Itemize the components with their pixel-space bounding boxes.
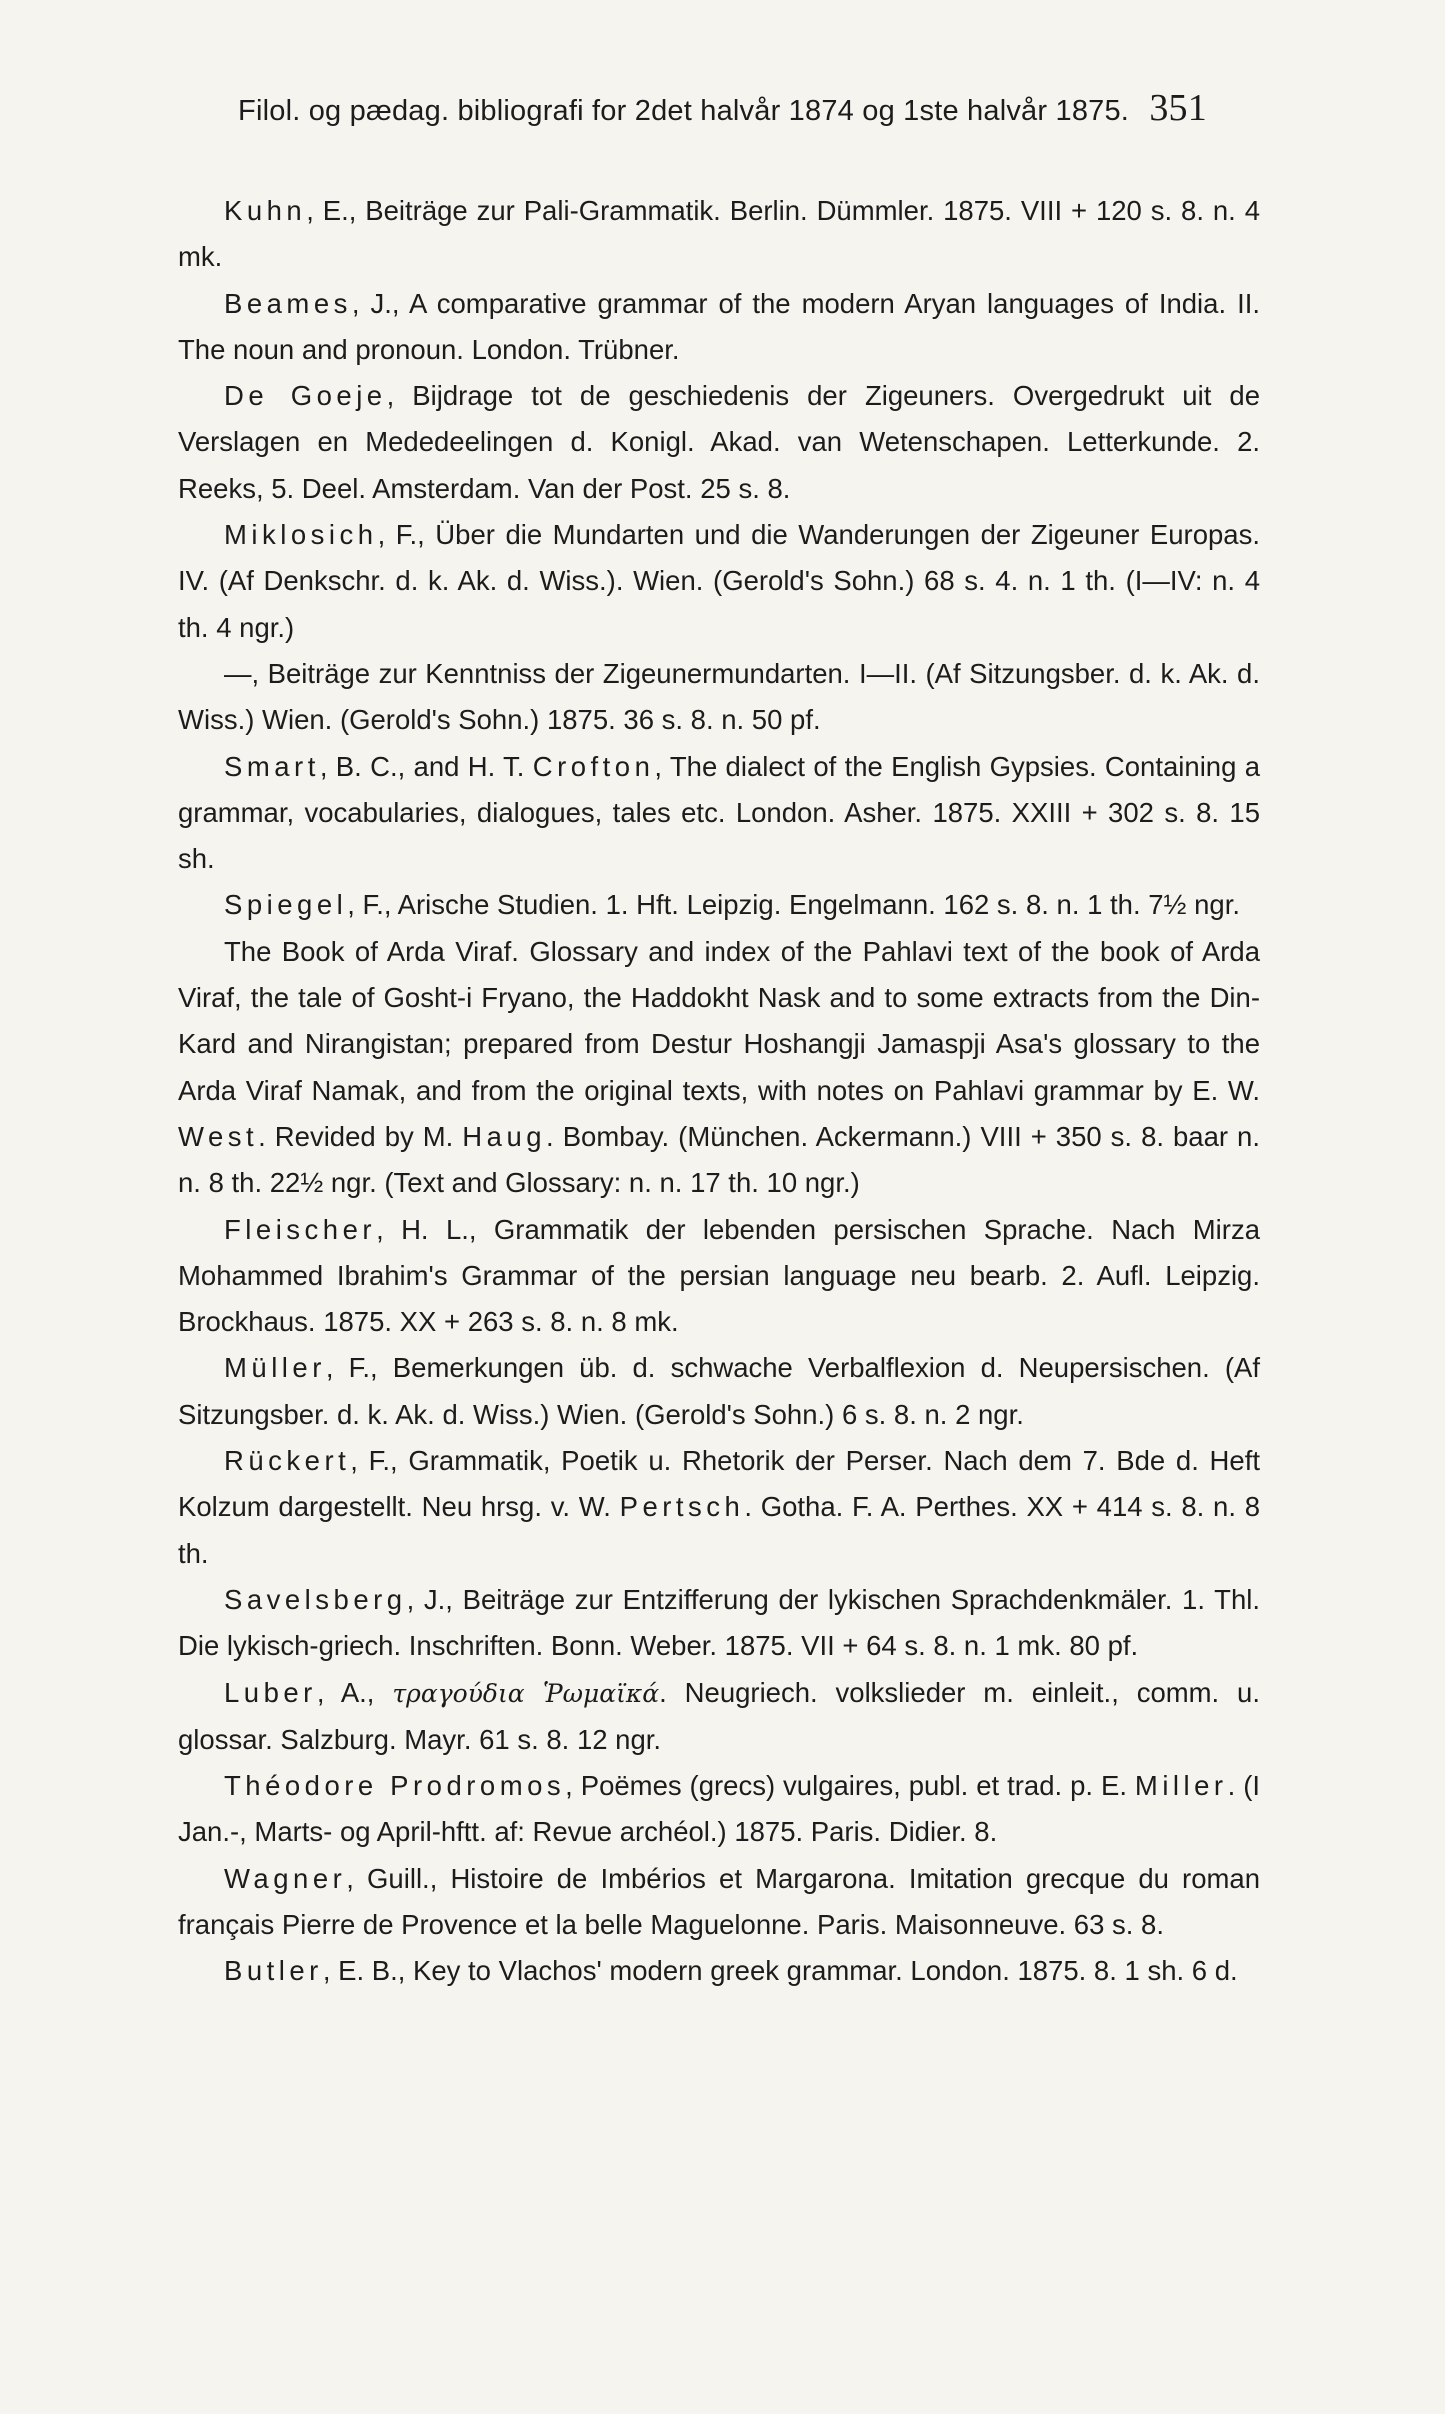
bibliography-entry bbox=[178, 1577, 1260, 1670]
entry-text: , F., Bemerkungen üb. d. schwache Verbalflexion d. Neupersischen. (Af Sitzungsber. d. k. Ak. d. Wiss.) Wien. (Gerold's Sohn.) 6 s. 8. n. 2 ngr. bbox=[178, 1352, 1260, 1430]
bibliography-entry bbox=[178, 882, 1260, 928]
entry-text: The Book of Arda Viraf. Glossary and index of the Pahlavi text of the book of Arda Viraf, the tale of Gosht-i Fryano, the Haddokht Nask and to some extracts from the Din-Kard and Nirangistan; prepared from Destur Hoshangji Jamaspji Asa's glossary to the Arda Viraf Namak, and from the original texts, with notes on Pahlavi grammar by E. W. bbox=[178, 935, 1260, 1106]
entry-author: Fleischer bbox=[224, 1213, 377, 1245]
entry-text: , Bijdrage tot de geschiedenis der Zigeuners. Overgedrukt uit de Verslagen en Mededeelingen d. Konigl. Akad. van Wetenschapen. Letterkunde. 2. Reeks, 5. Deel. Amsterdam. Van der Post. 25 s. 8. bbox=[178, 380, 1260, 504]
entry-text: , E. B., Key to Vlachos' modern greek grammar. London. 1875. 8. 1 sh. 6 d. bbox=[322, 1955, 1238, 1987]
entry-text: , F., Grammatik, Poetik u. Rhetorik der Perser. Nach dem 7. Bde d. Heft Kolzum dargestellt. Neu hrsg. v. W. bbox=[178, 1445, 1260, 1523]
entry-author: Luber bbox=[224, 1676, 317, 1708]
bibliography-entry bbox=[178, 651, 1260, 744]
bibliography-entry bbox=[178, 1856, 1260, 1949]
entry-text: —, Beiträge zur Kenntniss der Zigeunermundarten. I—II. (Af Sitzungsber. d. k. Ak. d. Wiss.) Wien. (Gerold's Sohn.) 1875. 36 s. 8. n. 50 pf. bbox=[178, 657, 1260, 736]
entry-text: , H. L., Grammatik der lebenden persischen Sprache. Nach Mirza Mohammed Ibrahim's Grammar of the persian language neu bearb. 2. Aufl. Leipzig. Brockhaus. 1875. XX + 263 s. 8. n. 8 mk. bbox=[178, 1213, 1260, 1338]
entry-text: . Bombay. (München. Ackermann.) VIII + 350 s. 8. baar n. n. 8 th. 22½ ngr. (Text and Glossary: n. n. 17 th. 10 ngr.) bbox=[178, 1120, 1260, 1199]
entry-author: De Goeje bbox=[224, 380, 387, 412]
entry-text: , Poëmes (grecs) vulgaires, publ. et trad. p. E. bbox=[565, 1770, 1135, 1802]
bibliography-entry bbox=[178, 281, 1260, 374]
entry-text: . Revided by M. bbox=[258, 1120, 463, 1152]
bibliography-list bbox=[178, 188, 1260, 1995]
entry-author: Théodore Prodromos bbox=[224, 1770, 566, 1802]
entry-coauthor: Pertsch bbox=[619, 1491, 745, 1523]
entry-text: , F., Arische Studien. 1. Hft. Leipzig. Engelmann. 162 s. 8. n. 1 th. 7½ ngr. bbox=[347, 889, 1240, 921]
entry-text: , B. C., and H. T. bbox=[319, 750, 533, 782]
entry-author: Beames bbox=[224, 287, 352, 319]
page-number: 351 bbox=[1149, 87, 1207, 129]
entry-author: Smart bbox=[224, 750, 320, 782]
entry-text: , A., bbox=[316, 1676, 393, 1708]
bibliography-entry bbox=[178, 1670, 1260, 1764]
entry-coauthor: Miller bbox=[1134, 1770, 1228, 1802]
running-header bbox=[0, 86, 1445, 130]
bibliography-entry bbox=[178, 373, 1260, 512]
entry-text: , Guill., Histoire de Imbérios et Margarona. Imitation grecque du roman français Pierre de Provence et la belle Maguelonne. Paris. Maisonneuve. 63 s. 8. bbox=[178, 1862, 1260, 1940]
bibliography-entry bbox=[178, 1345, 1260, 1438]
entry-greek-title: τραγούδια Ῥωμαϊκά bbox=[392, 1678, 660, 1708]
entry-text: , The dialect of the English Gypsies. Containing a grammar, vocabularies, dialogues, tales etc. London. Asher. 1875. XXIII + 302 s. 8. 15 sh. bbox=[178, 750, 1260, 875]
entry-coauthor: Crofton bbox=[532, 750, 655, 782]
entry-text: , J., A comparative grammar of the modern Aryan languages of India. II. The noun and pronoun. London. Trübner. bbox=[178, 287, 1260, 365]
bibliography-entry bbox=[178, 188, 1260, 281]
entry-coauthor: West bbox=[178, 1120, 259, 1152]
entry-author: Wagner bbox=[224, 1862, 347, 1894]
bibliography-entry bbox=[178, 512, 1260, 651]
bibliography-entry bbox=[178, 744, 1260, 883]
bibliography-entry bbox=[178, 1438, 1260, 1577]
entry-author: Miklosich bbox=[224, 519, 378, 551]
bibliography-entry bbox=[178, 929, 1260, 1207]
header-title: Filol. og pædag. bibliografi for 2det halvår 1874 og 1ste halvår 1875. bbox=[238, 95, 1130, 127]
entry-author: Savelsberg bbox=[224, 1583, 407, 1615]
entry-text: . Neugriech. volkslieder m. einleit., comm. u. glossar. Salzburg. Mayr. 61 s. 8. 12 ngr. bbox=[178, 1676, 1260, 1755]
entry-author: Kuhn bbox=[224, 195, 307, 226]
entry-text: , E., Beiträge zur Pali-Grammatik. Berlin. Dümmler. 1875. VIII + 120 s. 8. n. 4 mk. bbox=[178, 195, 1260, 273]
entry-author: Rückert bbox=[224, 1445, 351, 1477]
bibliography-entry bbox=[178, 1763, 1260, 1856]
entry-author: Spiegel bbox=[224, 889, 348, 921]
bibliography-entry bbox=[178, 1207, 1260, 1346]
entry-text: . (I Jan.-, Marts- og April-hftt. af: Revue archéol.) 1875. Paris. Didier. 8. bbox=[178, 1770, 1260, 1848]
entry-text: . Gotha. F. A. Perthes. XX + 414 s. 8. n. 8 th. bbox=[178, 1491, 1260, 1569]
bibliography-entry bbox=[178, 1948, 1260, 1994]
entry-text: , J., Beiträge zur Entzifferung der lykischen Sprachdenkmäler. 1. Thl. Die lykisch-griech. Inschriften. Bonn. Weber. 1875. VII + 64 s. 8. n. 1 mk. 80 pf. bbox=[178, 1583, 1260, 1662]
entry-author: Müller bbox=[224, 1352, 326, 1384]
entry-text: , F., Über die Mundarten und die Wanderungen der Zigeuner Europas. IV. (Af Denkschr. d. k. Ak. d. Wiss.). Wien. (Gerold's Sohn.) 68 s. 4. n. 1 th. (I—IV: n. 4 th. 4 ngr.) bbox=[178, 519, 1260, 643]
entry-coauthor: Haug bbox=[462, 1120, 547, 1152]
entry-author: Butler bbox=[224, 1955, 323, 1987]
